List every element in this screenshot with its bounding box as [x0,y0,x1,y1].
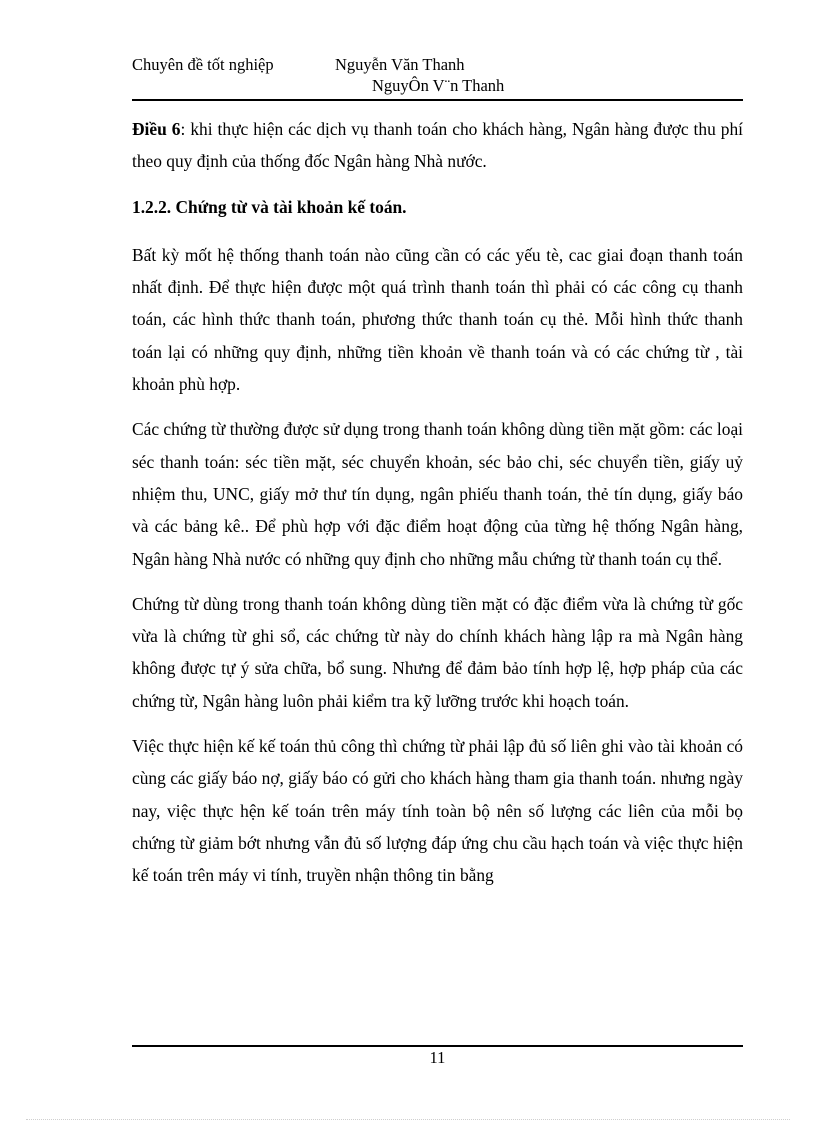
paragraph-documents-list: Các chứng từ thường được sử dụng trong thanh toán không dùng tiền mặt gồm: các loại séc thanh toán: séc tiền mặt, séc chuyển khoản, séc bảo chi, séc chuyển tiền, giấy uỷ nhiệm thu, UNC, giấy mở thư tín dụng, ngân phiếu thanh toán, thẻ tín dụng, giấy báo và các bảng kê.. Để phù hợp với đặc điểm hoạt động của từng hệ thống Ngân hàng, Ngân hàng Nhà nước có những quy định cho những mẫu chứng từ thanh toán cụ thể. [132,419,743,569]
paragraph-document-characteristics: Chứng từ dùng trong thanh toán không dùng tiền mặt có đặc điểm vừa là chứng từ gốc vừa là chứng từ ghi sổ, các chứng từ này do chính khách hàng lập ra mà Ngân hàng không được tự ý sửa chữa, bổ sung. Nhưng để đảm bảo tính hợp lệ, hợp pháp của các chứng từ, Ngân hàng luôn phải kiểm tra kỹ lưỡng trước khi hoạch toán. [132,593,743,711]
paragraph-payment-system: Bất kỳ mốt hệ thống thanh toán nào cũng cần có các yếu tè, cac giai đoạn thanh toán nhất định. Để thực hiện được một quá trình thanh toán thì phải có các công cụ thanh toán, các hình thức thanh toán, phương thức thanh toán cụ thẻ. Mỗi hình thức thanh toán lại có những quy định, những tiền khoản về thanh toán và có các chứng từ , tài khoản phù hợp. [132,244,743,395]
page-header [132,52,743,102]
page-edge-dotted-line [26,1119,790,1120]
page-body [132,113,743,905]
header-divider [132,99,743,101]
section-heading: 1.2.2. Chứng từ và tài khoản kế toán. [132,196,407,217]
paragraph-dieu-6 [132,113,743,178]
article-text: : khi thực hiện các dịch vụ thanh toán cho khách hàng, Ngân hàng được thu phí theo quy định của thống đốc Ngân hàng Nhà nước. [132,119,743,172]
header-author: Nguyễn Văn Thanh [335,55,465,74]
header-author-legacy-encoding: NguyÔn V¨n Thanh [372,76,505,95]
paragraph-accounting-practice: Việc thực hiện kế kế toán thủ công thì chứng từ phải lập đủ số liên ghi vào tài khoản có cùng các giấy báo nợ, giấy báo có gửi cho khách hàng tham gia thanh toán. nhưng ngày nay, việc thực hện kế toán trên máy tính toàn bộ nên số lượng các liên của mỗi bọ chứng từ giảm bớt nhưng vẫn đủ số lượng đáp ứng chu cầu hạch toán và việc thực hiện kế toán trên máy vi tính, truyền nhận thông tin bằng [132,736,743,886]
footer-divider [132,1045,743,1047]
page-number: 11 [429,1048,446,1067]
article-label: Điều 6 [132,119,181,139]
header-title: Chuyên đề tốt nghiệp [132,55,274,74]
